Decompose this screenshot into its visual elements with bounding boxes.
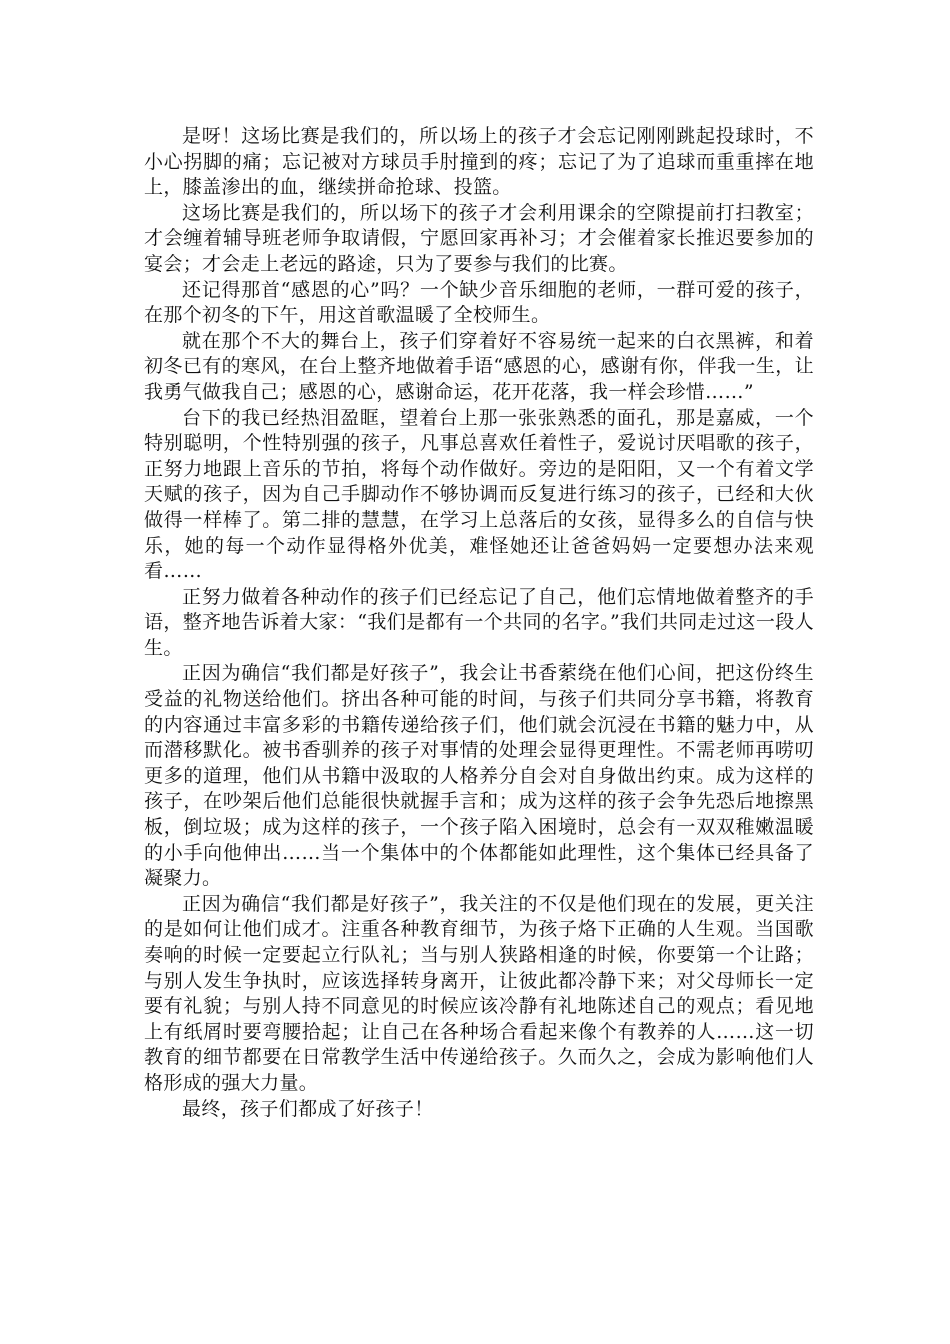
document-body (144, 124, 814, 1122)
paragraph: 台下的我已经热泪盈眶，望着台上那一张张熟悉的面孔，那是嘉威，一个特别聪明，个性特别强的孩子，凡事总喜欢任着性子，爱说讨厌唱歌的孩子，正努力地跟上音乐的节拍，将每个动作做好。旁边的是阳阳，又一个有着文学天赋的孩子，因为自己手脚动作不够协调而反复进行练习的孩子，已经和大伙做得一样棒了。第二排的慧慧，在学习上总落后的女孩，显得多么的自信与快乐，她的每一个动作显得格外优美，难怪她还让爸爸妈妈一定要想办法来观看…… (144, 406, 814, 583)
paragraph: 正因为确信“我们都是好孩子”，我关注的不仅是他们现在的发展，更关注的是如何让他们成才。注重各种教育细节，为孩子烙下正确的人生观。当国歌奏响的时候一定要起立行队礼；当与别人狭路相逢的时候，你要第一个让路；与别人发生争执时，应该选择转身离开，让彼此都冷静下来；对父母师长一定要有礼貌；与别人持不同意见的时候应该冷静有礼地陈述自己的观点；看见地上有纸屑时要弯腰拾起；让自己在各种场合看起来像个有教养的人……这一切教育的细节都要在日常教学生活中传递给孩子。久而久之，会成为影响他们人格形成的强大力量。 (144, 892, 814, 1094)
paragraph: 就在那个不大的舞台上，孩子们穿着好不容易统一起来的白衣黑裤，和着初冬已有的寒风，在台上整齐地做着手语“感恩的心，感谢有你，伴我一生，让我勇气做我自己；感恩的心，感谢命运，花开花落，我一样会珍惜……” (144, 329, 814, 403)
paragraph: 正努力做着各种动作的孩子们已经忘记了自己，他们忘情地做着整齐的手语，整齐地告诉着大家：“我们是都有一个共同的名字。”我们共同走过这一段人生。 (144, 585, 814, 659)
paragraph: 是呀！这场比赛是我们的，所以场上的孩子才会忘记刚刚跳起投球时，不小心拐脚的痛；忘记被对方球员手肘撞到的疼；忘记了为了追球而重重摔在地上，膝盖渗出的血，继续拼命抢球、投篮。 (144, 125, 814, 199)
paragraph: 这场比赛是我们的，所以场下的孩子才会利用课余的空隙提前打扫教室；才会缠着辅导班老师争取请假，宁愿回家再补习；才会催着家长推迟要参加的宴会；才会走上老远的路途，只为了要参与我们的比赛。 (144, 201, 814, 275)
paragraph: 最终，孩子们都成了好孩子！ (182, 1097, 434, 1120)
paragraph: 还记得那首“感恩的心”吗？一个缺少音乐细胞的老师，一群可爱的孩子，在那个初冬的下午，用这首歌温暖了全校师生。 (144, 278, 814, 327)
paragraph: 正因为确信“我们都是好孩子”，我会让书香萦绕在他们心间，把这份终生受益的礼物送给他们。挤出各种可能的时间，与孩子们共同分享书籍，将教育的内容通过丰富多彩的书籍传递给孩子们，他们就会沉浸在书籍的魅力中，从而潜移默化。被书香驯养的孩子对事情的处理会显得更理性。不需老师再唠叨更多的道理，他们从书籍中汲取的人格养分自会对自身做出约束。成为这样的孩子，在吵架后他们总能很快就握手言和；成为这样的孩子会争先恐后地擦黑板，倒垃圾；成为这样的孩子，一个孩子陷入困境时，总会有一双双稚嫩温暖的小手向他伸出……当一个集体中的个体都能如此理性，这个集体已经具备了凝聚力。 (144, 662, 814, 890)
